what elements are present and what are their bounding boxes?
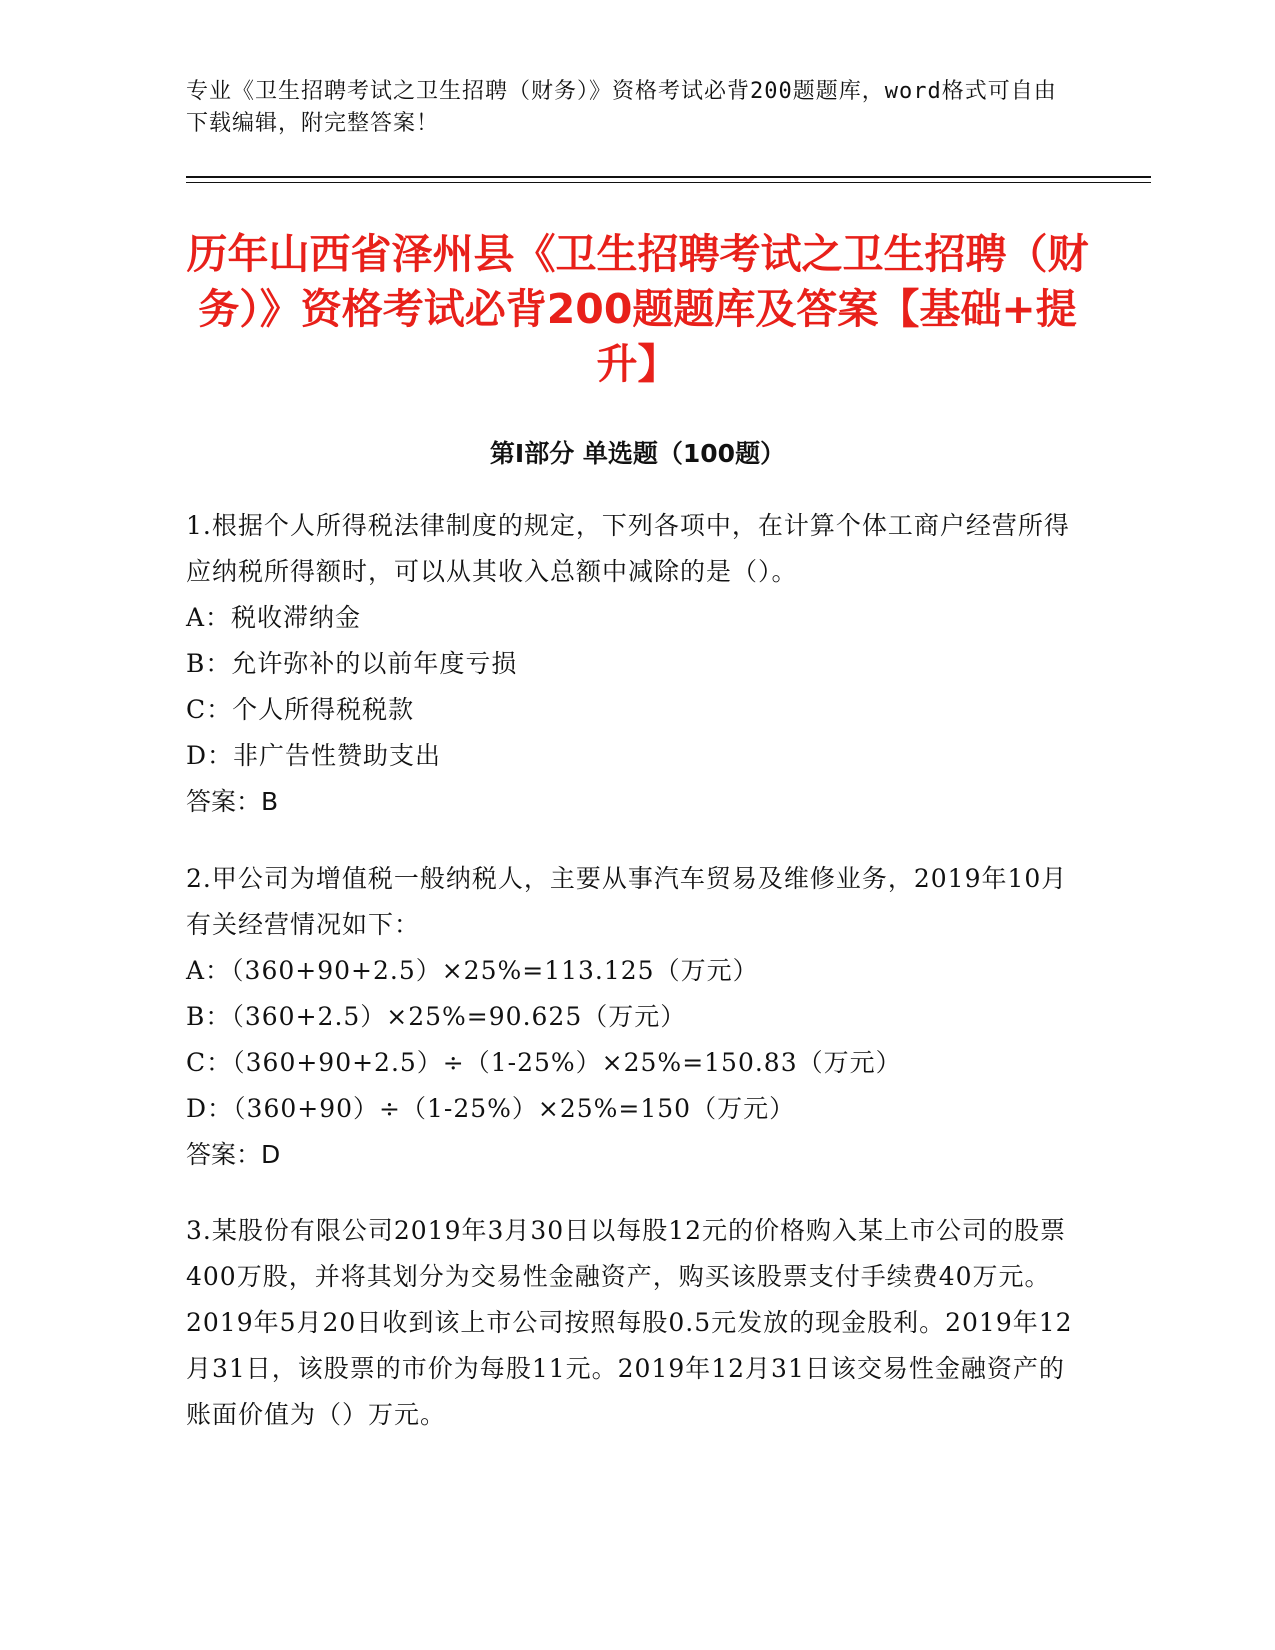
section-title: 第I部分 单选题（100题） xyxy=(489,439,786,468)
option-c: C：（360+90+2.5）÷（1-25%）×25%=150.83（万元） xyxy=(186,1048,902,1077)
answer: 答案：D xyxy=(186,1140,281,1169)
option-a: A：税收滞纳金 xyxy=(186,603,362,632)
option-c: C：个人所得税税款 xyxy=(186,695,415,724)
question-3 xyxy=(186,1208,1086,1438)
option-d: D：（360+90）÷（1-25%）×25%=150（万元） xyxy=(186,1094,796,1123)
option-b: B：（360+2.5）×25%=90.625（万元） xyxy=(186,1002,687,1031)
question-1 xyxy=(186,503,1086,825)
question-stem: 2.甲公司为增值税一般纳税人，主要从事汽车贸易及维修业务，2019年10月有关经营情况如下： xyxy=(186,864,1068,939)
header-note: 专业《卫生招聘考试之卫生招聘（财务）》资格考试必背200题题库，word格式可自由下载编辑，附完整答案！ xyxy=(186,79,1057,136)
answer: 答案：B xyxy=(186,787,279,816)
header-divider-thin xyxy=(186,182,1151,183)
option-d: D：非广告性赞助支出 xyxy=(186,741,442,770)
header-divider-thick xyxy=(186,176,1151,178)
option-a: A：（360+90+2.5）×25%=113.125（万元） xyxy=(186,956,759,985)
document-title: 历年山西省泽州县《卫生招聘考试之卫生招聘（财务）》资格考试必背200题题库及答案【基础+提升】 xyxy=(186,230,1089,388)
question-stem: 3.某股份有限公司2019年3月30日以每股12元的价格购入某上市公司的股票400万股，并将其划分为交易性金融资产，购买该股票支付手续费40万元。2019年5月20日收到该上市公司按照每股0.5元发放的现金股利。2019年12月31日，该股票的市价为每股11元。2019年12月31日该交易性金融资产的账面价值为（）万元。 xyxy=(186,1216,1073,1429)
question-stem: 1.根据个人所得税法律制度的规定，下列各项中，在计算个体工商户经营所得应纳税所得额时，可以从其收入总额中减除的是（）。 xyxy=(186,511,1070,586)
question-2 xyxy=(186,856,1086,1178)
option-b: B：允许弥补的以前年度亏损 xyxy=(186,649,518,678)
